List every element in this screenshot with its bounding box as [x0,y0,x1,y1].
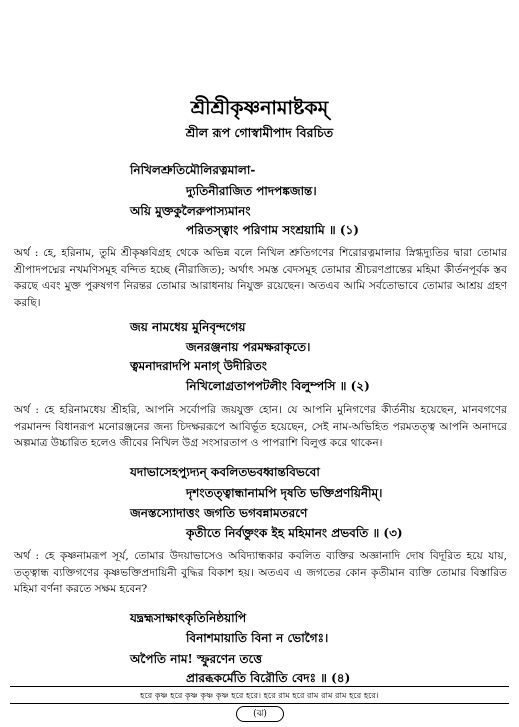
verse-3-line-1: যদাভাসেহপ্যুদ্যন্‌ কবলিতভবধ্বান্তবিভবো [130,465,320,479]
verse-4-line-3: অপৈতি নাম! স্ফুরণেন তত্তে [130,652,262,666]
meaning-1: অর্থ : হে, হরিনাম, তুমি শ্রীকৃষ্ণবিগ্রহ থেকে অভিন্ন বলে নিখিল শ্রুতিগণের শিরোরত্নমালার স্নিগ্ধদ্যুতির দ্বারা তোমার শ্রীপাদপদ্মের নখমণিসমূহ বন্দিত হচ্ছে (নীরাজিত); অর্থাৎ সমস্ত বেদসমূহ তোমার শ্রীচরণপ্রান্তের মহিমা কীর্তনপূর্বক স্তব করছে এবং মুক্ত পুরুষগণ নিরন্তর তোমার আরাধনায় নিযুক্ত রয়েছেন। অতএব আমি সর্বতোভাবে তোমার আশ্রয় গ্রহণ করছি। [14,247,507,309]
footer-rule-bottom [10,703,509,704]
verse-2-line-4: নিখিলোগ্রতাপপটলীং বিলুম্পসি ॥ (২) [186,379,370,393]
verse-3-line-4: কৃতীতে নির্বক্তুংক ইহ মহিমানং প্রভবতি ॥ (৩) [186,526,403,540]
verse-2-line-3: ত্বমনাদরাদপি মনাগ্‌ উদীরিতং [130,359,267,373]
verse-3-line-3: জনস্তস্যোদাত্তং জগতি ভগবন্নামতরণে [130,506,308,520]
meaning-2: অর্থ : হে হরিনামধেয় শ্রীহরি, আপনি সর্বোপরি জয়যুক্ত হোন। যে আপনি মুনিগণের কীর্তনীয় হয়েছেন, মানবগণের পরমানন্দ বিধানরূপ মনোরঞ্জনের জন্য চিদক্ষররূপে আবির্ভূত হয়েছেন, সেই নাম-অভিহিত পরমতত্ত্ব আপনি অনাদরে অল্পমাত্র উচ্চারিত হলেও জীবের নিখিল উগ্র সংসারতাপ ও পাপরাশি বিলুপ্ত করে থাকেন। [14,404,507,450]
verse-2-line-2: জনরঞ্জনায় পরমক্ষরাকৃতে। [186,340,311,354]
footer-mantra: হরে কৃষ্ণ হরে কৃষ্ণ কৃষ্ণ কৃষ্ণ হরে হরে। হরে রাম হরে রাম রাম রাম হরে হরে। [140,690,379,700]
verse-1-line-1: নিখিলশ্রুতিমৌলিরত্নমালা- [130,163,256,177]
verse-1-line-3: অয়ি মুক্তকুলৈরুপাস্যমানং [130,204,251,218]
page-title: শ্রীশ্রীকৃষ্ণনামাষ্টকম্‌ [190,97,329,119]
verse-1-line-2: দ্যুতিনীরাজিত পাদপঙ্কজান্ত। [186,184,317,198]
verse-3-line-2: দৃশংতত্ত্বান্ধানামপি দৃষতি ভক্তিপ্রণয়িনীম্‌। [186,486,383,500]
meaning-3: অর্থ : হে কৃষ্ণনামরূপ সূর্য, তোমার উদয়াভাসেও অবিদ্যান্ধকার কবলিত ব্যক্তির অজ্ঞানাদি দোষ বিদূরিত হয়ে যায়, তত্ত্বান্ধ ব্যক্তিগণের কৃষ্ণভক্তিপ্রদায়িনী বুদ্ধির বিকাশ হয়। অতএব এ জগতের কোন কৃতীমান ব্যক্তি তোমার বিস্তারিত মহিমা বর্ণনা করতে সক্ষম হবেন? [14,550,507,596]
page-number: (ঝ) [236,706,284,722]
verse-4-line-2: বিনাশমায়াতি বিনা ন ভোগৈঃ। [186,631,329,645]
verse-4-line-1: যদ্ব্রহ্মসাক্ষাৎকৃতিনিষ্ঠয়াপি [130,611,247,625]
author-subtitle: শ্রীল রূপ গোস্বামীপাদ বিরচিত [185,125,334,140]
verse-4-line-4: প্রারব্ধকর্মেতি বিরৌতি বেদঃ ॥ (৪) [186,671,351,685]
verse-1-line-4: পরিতস্ত্বাং পরিণাম সংশ্রয়ামি ॥ (১) [186,223,359,237]
verse-2-line-1: জয় নামধেয় মুনিবৃন্দগেয় [130,320,246,334]
footer-rule-top [10,686,509,687]
